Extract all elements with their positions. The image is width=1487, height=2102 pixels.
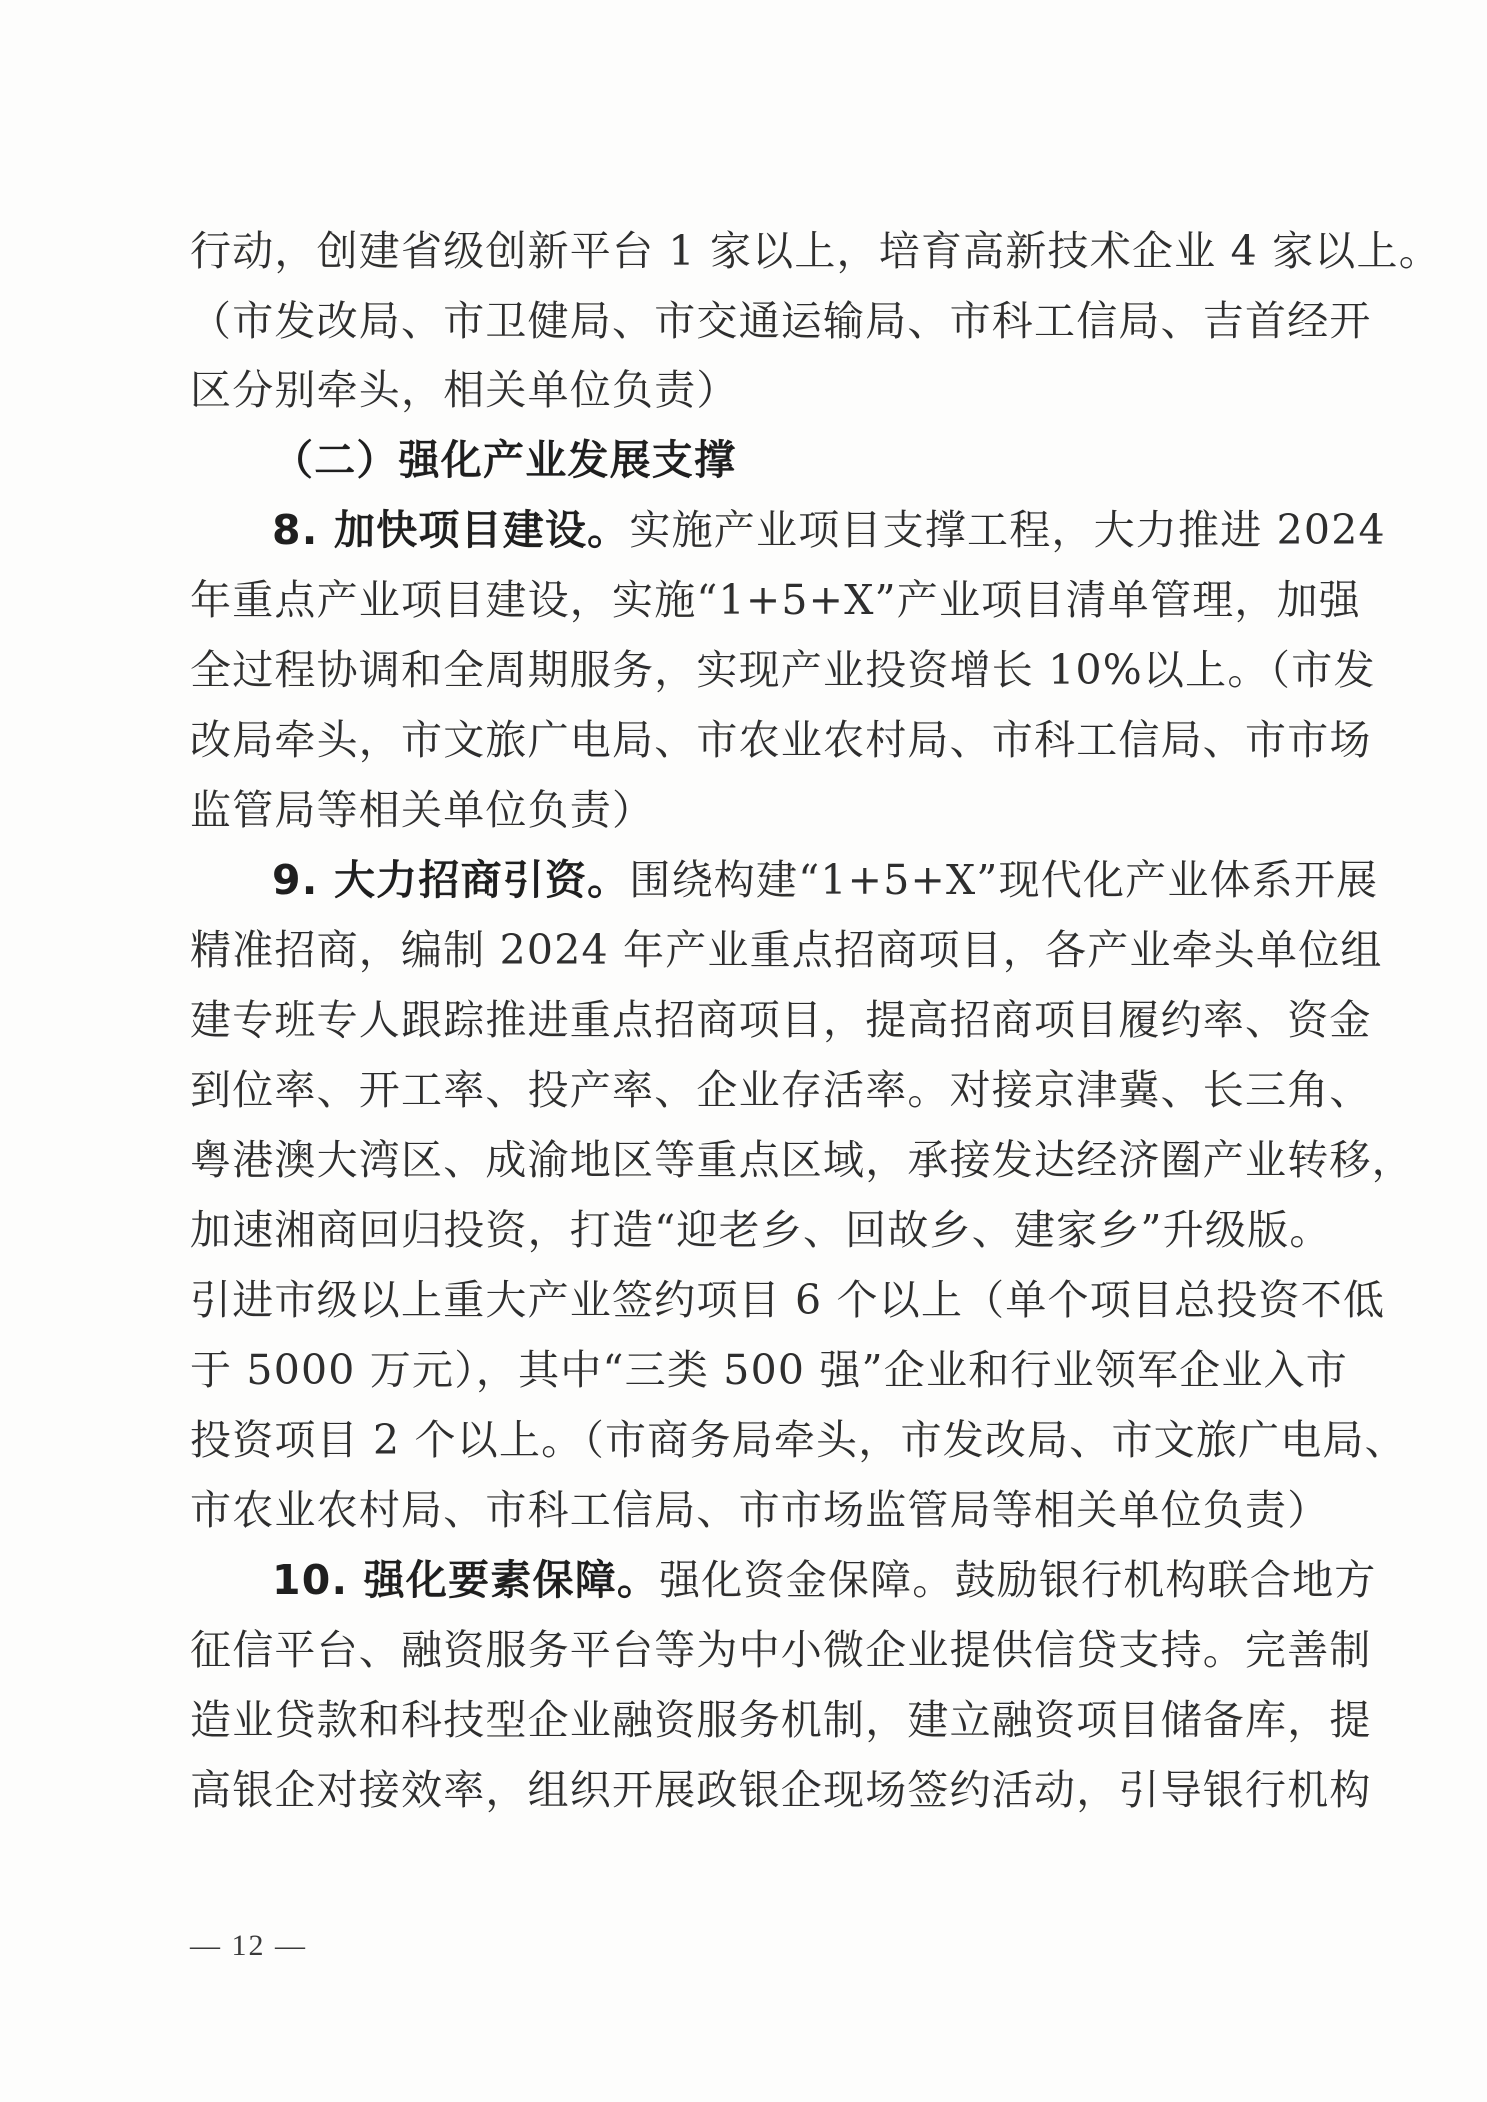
paragraph-line: 粤港澳大湾区、成渝地区等重点区域，承接发达经济圈产业转移，	[190, 1136, 1414, 1184]
paragraph-line: 加速湘商回归投资，打造“迎老乡、回故乡、建家乡”升级版。	[190, 1206, 1332, 1254]
item-8-title: 8. 加快项目建设。	[272, 506, 630, 554]
paragraph-line: 到位率、开工率、投产率、企业存活率。对接京津冀、长三角、	[190, 1066, 1372, 1114]
paragraph-line: 建专班专人跟踪推进重点招商项目，提高招商项目履约率、资金	[190, 996, 1372, 1044]
paragraph-line: 于 5000 万元），其中“三类 500 强”企业和行业领军企业入市	[190, 1346, 1348, 1394]
paragraph-text: 围绕构建“1+5+X”现代化产业体系开展	[629, 856, 1379, 904]
page-number: — 12 —	[190, 1929, 307, 1962]
paragraph-line: 高银企对接效率，组织开展政银企现场签约活动，引导银行机构	[190, 1766, 1372, 1814]
item-9-first-line	[272, 856, 1379, 904]
paragraph-line: （市发改局、市卫健局、市交通运输局、市科工信局、吉首经开	[190, 297, 1372, 345]
paragraph-text: 强化资金保障。鼓励银行机构联合地方	[659, 1556, 1377, 1604]
paragraph-line: 精准招商，编制 2024 年产业重点招商项目，各产业牵头单位组	[190, 926, 1383, 974]
paragraph-line: 造业贷款和科技型企业融资服务机制，建立融资项目储备库，提	[190, 1696, 1372, 1744]
paragraph-line: 市农业农村局、市科工信局、市市场监管局等相关单位负责）	[190, 1486, 1330, 1534]
paragraph-line: 改局牵头，市文旅广电局、市农业农村局、市科工信局、市市场	[190, 716, 1372, 764]
paragraph-line: 监管局等相关单位负责）	[190, 786, 655, 834]
paragraph-line: 全过程协调和全周期服务，实现产业投资增长 10%以上。（市发	[190, 646, 1376, 694]
paragraph-line: 投资项目 2 个以上。（市商务局牵头，市发改局、市文旅广电局、	[190, 1416, 1407, 1464]
item-8-first-line	[272, 506, 1386, 554]
paragraph-line: 征信平台、融资服务平台等为中小微企业提供信贷支持。完善制	[190, 1626, 1372, 1674]
section-heading: （二）强化产业发展支撑	[272, 436, 737, 484]
item-10-title: 10. 强化要素保障。	[272, 1556, 660, 1604]
paragraph-line: 引进市级以上重大产业签约项目 6 个以上（单个项目总投资不低	[190, 1276, 1386, 1324]
paragraph-line: 区分别牵头，相关单位负责）	[190, 366, 739, 414]
paragraph-text: 实施产业项目支撑工程，大力推进 2024	[629, 506, 1386, 554]
paragraph-line: 年重点产业项目建设，实施“1+5+X”产业项目清单管理，加强	[190, 576, 1361, 624]
paragraph-line: 行动，创建省级创新平台 1 家以上，培育高新技术企业 4 家以上。	[190, 227, 1441, 275]
item-9-title: 9. 大力招商引资。	[272, 856, 630, 904]
item-10-first-line	[272, 1556, 1377, 1604]
